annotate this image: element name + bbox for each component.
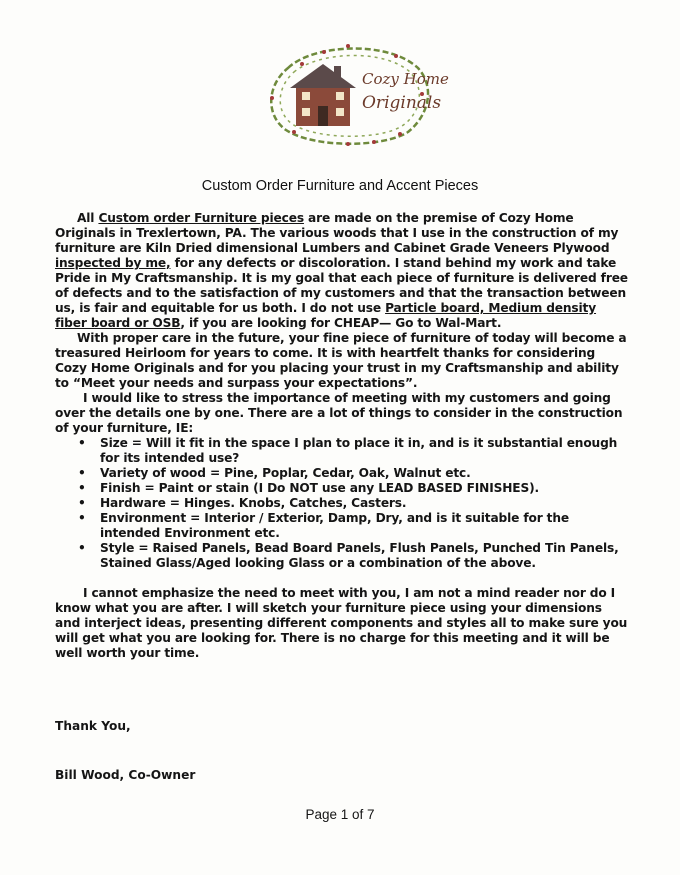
list-item: • Style = Raised Panels, Bead Board Panels, Flush Panels, Punched Tin Panels, Stained Glass/Aged looking Glass or a combination of the above. — [100, 541, 630, 571]
inspected-by-me-text: inspected by me, — [55, 256, 171, 270]
logo-line1: Cozy Home — [362, 70, 449, 88]
list-item: • Hardware = Hinges. Knobs, Catches, Casters. — [100, 496, 630, 511]
list-item: • Finish = Paint or stain (I Do NOT use any LEAD BASED FINISHES). — [100, 481, 630, 496]
paragraph-intro — [55, 211, 630, 331]
cozy-home-originals-logo — [258, 38, 449, 150]
paragraph-meeting: I would like to stress the importance of meeting with my customers and going over the details one by one. There are a lot of things to consider in the construction of your furniture, IE: — [55, 391, 623, 435]
logo-line2: Originals — [362, 93, 442, 113]
paragraph-closing: I cannot emphasize the need to meet with you, I am not a mind reader nor do I know what you are after. I will sketch your furniture piece using your dimensions and interject ideas, presenting different components and styles all to make sure you will get what you are looking for. There is no charge for this meeting and it will be well worth your time. — [55, 586, 628, 660]
para1-text: , if you are looking for CHEAP— Go to Wal-Mart. — [180, 316, 502, 330]
document-title: Custom Order Furniture and Accent Pieces — [201, 178, 479, 194]
paragraph-heirloom: With proper care in the future, your fine piece of furniture of today will become a treasured Heirloom for years to come. It is with heartfelt thanks for considering Cozy Home Originals and for you placing your trust in my Craftsmanship and ability to “Meet your needs and surpass your expectations”. — [55, 331, 627, 390]
custom-order-link: Custom order Furniture pieces — [98, 211, 304, 225]
logo-graphic — [258, 38, 449, 150]
list-item: • Variety of wood = Pine, Poplar, Cedar, Oak, Walnut etc. — [100, 466, 630, 481]
materials-text: Particle board, Medium density fiber board or OSB — [55, 301, 597, 330]
list-item: • Environment = Interior / Exterior, Damp, Dry, and is it suitable for the intended Environment etc. — [100, 511, 630, 541]
document-body — [55, 211, 630, 661]
para1-text: for any defects or discoloration. I stand behind my work and take Pride in My Craftsmanship. It is my goal that each piece of furniture is delivered free of defects and to the satisfaction of my customers and that the transaction between us, is fair and equitable for us both. I do not use — [55, 256, 628, 315]
para1-text: All — [77, 211, 99, 225]
considerations-list — [55, 436, 630, 571]
thank-you-line: Thank You, — [55, 719, 131, 733]
signature-line: Bill Wood, Co-Owner — [55, 768, 196, 782]
list-item: • Size = Will it fit in the space I plan to place it in, and is it substantial enough for its intended use? — [100, 436, 630, 466]
para1-text: are made on the premise of Cozy Home Originals in Trexlertown, PA. The various woods that I use in the construction of my furniture are Kiln Dried dimensional Lumbers and Cabinet Grade Veneers Plywood — [55, 211, 619, 255]
page-number: Page 1 of 7 — [305, 807, 375, 822]
